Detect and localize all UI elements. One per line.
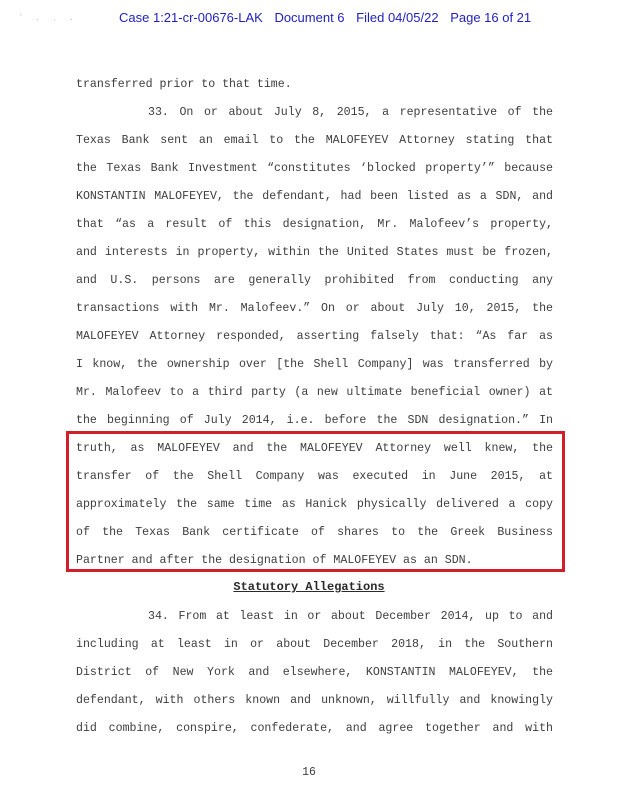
paragraph-34-line: did combine, conspire, confederate, and agree together and with	[76, 722, 553, 735]
document-number: Document 6	[274, 10, 345, 25]
section-heading: Statutory Allegations	[233, 580, 385, 594]
highlighted-line: truth, as MALOFEYEV and the MALOFEYEV Attorney well knew, the	[76, 442, 553, 455]
highlighted-line: Partner and after the designation of MALOFEYEV as an SDN.	[76, 554, 473, 567]
paragraph-33-line: the beginning of July 2014, i.e. before the SDN designation.” In	[76, 414, 553, 427]
paragraph-33-line: Texas Bank sent an email to the MALOFEYEV Attorney stating that	[76, 134, 553, 147]
paragraph-33-line: I know, the ownership over [the Shell Company] was transferred by	[76, 358, 553, 371]
paragraph-34-line: District of New York and elsewhere, KONSTANTIN MALOFEYEV, the	[76, 666, 553, 679]
page-indicator: Page 16 of 21	[450, 10, 532, 25]
highlighted-line: approximately the same time as Hanick physically delivered a copy	[76, 498, 553, 511]
paragraph-34-line: defendant, with others known and unknown, willfully and knowingly	[76, 694, 553, 707]
paragraph-33-line: the Texas Bank Investment “constitutes ‘blocked property’” because	[76, 162, 553, 175]
paragraph-33-line: Mr. Malofeev to a third party (a new ultimate beneficial owner) at	[76, 386, 553, 399]
paragraph-33-line: and interests in property, within the United States must be frozen,	[76, 246, 553, 259]
scan-specks: ' . . .	[20, 12, 79, 22]
highlighted-line: of the Texas Bank certificate of shares to the Greek Business	[76, 526, 553, 539]
paragraph-34-line: including at least in or about December 2018, in the Southern	[76, 638, 553, 651]
paragraph-33-line: and U.S. persons are generally prohibited from conducting any	[76, 274, 553, 287]
highlight-box	[66, 431, 565, 572]
paragraph-33-line: 33. On or about July 8, 2015, a representative of the	[148, 106, 553, 119]
paragraph-33-line: that “as a result of this designation, Mr. Malofeev’s property,	[76, 218, 553, 231]
filed-date: Filed 04/05/22	[356, 10, 439, 25]
page-number: 16	[302, 766, 316, 779]
court-filing-header	[119, 10, 539, 25]
highlighted-line: transfer of the Shell Company was executed in June 2015, at	[76, 470, 553, 483]
carryover-line: transferred prior to that time.	[76, 78, 292, 91]
paragraph-33-line: KONSTANTIN MALOFEYEV, the defendant, had been listed as a SDN, and	[76, 190, 553, 203]
paragraph-33-line: MALOFEYEV Attorney responded, asserting falsely that: “As far as	[76, 330, 553, 343]
paragraph-33-line: transactions with Mr. Malofeev.” On or about July 10, 2015, the	[76, 302, 553, 315]
case-number: Case 1:21-cr-00676-LAK	[119, 10, 263, 25]
paragraph-34-line: 34. From at least in or about December 2014, up to and	[148, 610, 553, 623]
